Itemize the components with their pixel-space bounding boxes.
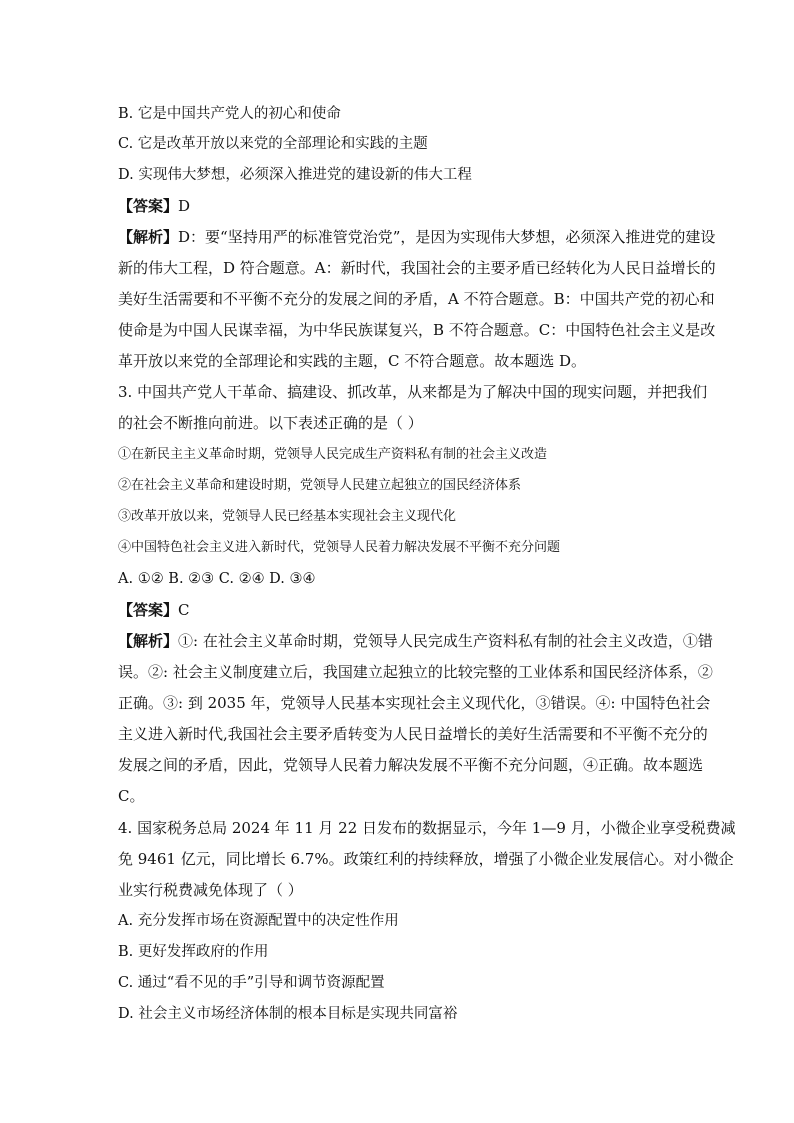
analysis-label: 【解析】 [118,228,179,246]
q3-analysis-line: 主义进入新时代,我国社会主要矛盾转变为人民日益增长的美好生活需要和不平衡不充分的 [118,725,708,743]
q4-option-c: C. 通过“看不见的手”引导和调节资源配置 [118,975,385,991]
answer-value: C [178,601,190,619]
q4-option-b: B. 更好发挥政府的作用 [118,944,269,960]
q3-stem-line: 3. 中国共产党人干革命、搞建设、抓改革，从来都是为了解决中国的现实问题，并把我们 [118,383,708,401]
q3-statement: ①在新民主主义革命时期，党领导人民完成生产资料私有制的社会主义改造 [118,447,548,462]
q2-analysis-line [118,230,715,245]
q2-option-b: B. 它是中国共产党人的初心和使命 [118,106,341,122]
q2-option-d: D. 实现伟大梦想，必须深入推进党的建设新的伟大工程 [118,167,472,183]
q4-option-a: A. 充分发挥市场在资源配置中的决定性作用 [118,913,399,929]
q3-analysis-line: C。 [118,787,145,805]
analysis-text: ①: 在社会主义革命时期，党领导人民完成生产资料私有制的社会主义改造，①错 [178,632,713,650]
q3-statement: ③改革开放以来，党领导人民已经基本实现社会主义现代化 [118,509,457,524]
answer-label: 【答案】 [118,197,179,215]
q3-answer [118,603,190,618]
q3-statement: ②在社会主义革命和建设时期，党领导人民建立起独立的国民经济体系 [118,478,522,493]
q3-stem-line: 的社会不断推向前进。以下表述正确的是（ ） [118,414,423,432]
q2-analysis-line: 使命是为中国人民谋幸福，为中华民族谋复兴，B 不符合题意。C：中国特色社会主义是改 [118,321,716,339]
q2-answer [118,199,190,214]
answer-value: D [178,197,191,215]
answer-label: 【答案】 [118,601,179,619]
q2-analysis-line: 新的伟大工程，D 符合题意。A：新时代，我国社会的主要矛盾已经转化为人民日益增长的 [118,259,716,277]
q4-option-d: D. 社会主义市场经济体制的根本目标是实现共同富裕 [118,1006,458,1022]
q3-analysis-line: 误。②: 社会主义制度建立后，我国建立起独立的比较完整的工业体系和国民经济体系，② [118,663,713,681]
q3-statement: ④中国特色社会主义进入新时代，党领导人民着力解决发展不平衡不充分问题 [118,540,561,555]
q4-stem-line: 4. 国家税务总局 2024 年 11 月 22 日发布的数据显示，今年 1—9 月，小微企业享受税费减 [118,819,736,837]
q3-options: A. ①② B. ②③ C. ②④ D. ③④ [118,571,316,587]
analysis-label: 【解析】 [118,632,179,650]
q3-analysis-line: 发展之间的矛盾，因此，党领导人民着力解决发展不平衡不充分问题，④正确。故本题选 [118,756,704,774]
q3-analysis-line [118,634,713,649]
q4-stem-line: 免 9461 亿元，同比增长 6.7%。政策红利的持续释放，增强了小微企业发展信心。对小微企 [118,850,734,868]
q2-analysis-line: 美好生活需要和不平衡不充分的发展之间的矛盾，A 不符合题意。B：中国共产党的初心和 [118,290,715,308]
q2-analysis-line: 革开放以来党的全部理论和实践的主题，C 不符合题意。故本题选 D。 [118,352,587,370]
analysis-text: D：要“坚持用严的标准管党治党”，是因为实现伟大梦想，必须深入推进党的建设 [178,228,716,246]
q4-stem-line: 业实行税费减免体现了（ ） [118,881,303,899]
q2-option-c: C. 它是改革开放以来党的全部理论和实践的主题 [118,136,428,152]
q3-analysis-line: 正确。③: 到 2035 年，党领导人民基本实现社会主义现代化，③错误。④: 中国特色社会 [118,694,711,712]
